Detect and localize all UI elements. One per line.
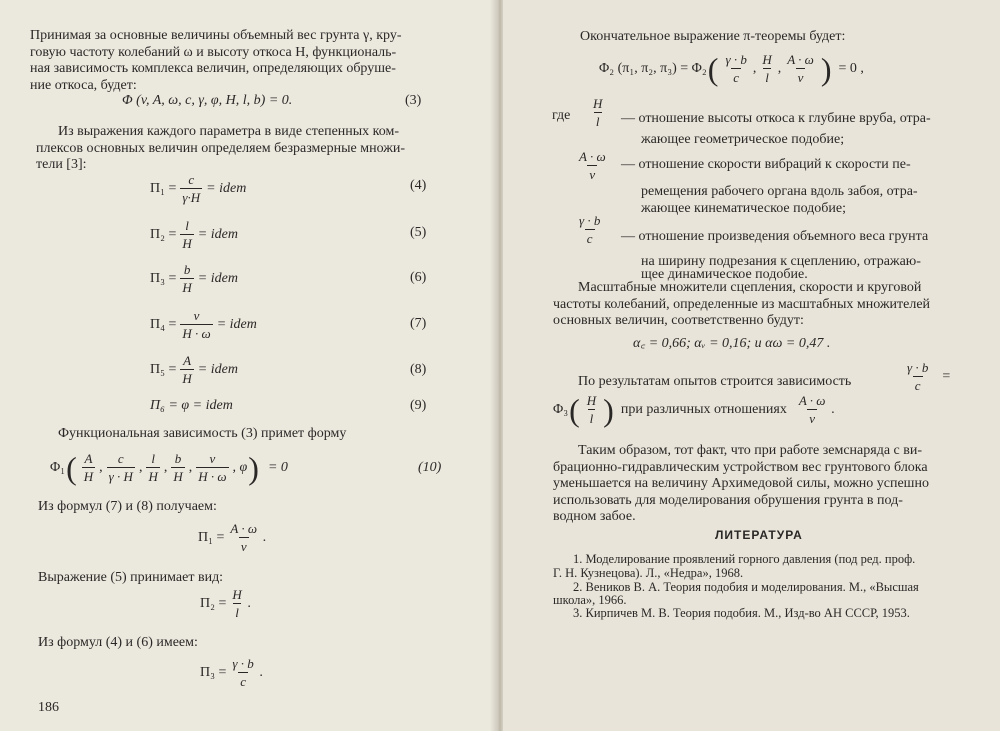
denominator: l [595,114,600,129]
numerator: l [185,218,189,233]
numerator: γ · b [725,52,747,67]
numerator: γ · b [907,360,929,375]
fraction [82,451,95,484]
fraction [230,656,255,689]
text-line: на ширину подрезания к сцеплению, отражаю- [641,254,921,269]
fraction [760,52,773,85]
numerator: b [174,451,182,466]
text-line: По результатам опытов строится зависимость [578,374,852,389]
equation-number: (4) [410,178,427,193]
equation-lhs: Π₄ = [150,316,177,332]
reference-line: 3. Кирпичев М. В. Теория подобия. М., Изд-во АН СССР, 1953. [573,606,910,620]
text-segment: при различных отношениях [620,401,787,417]
period: . [831,401,835,417]
reference-line: Г. Н. Кузнецова). Л., «Недра», 1968. [553,566,744,580]
text-line: тели [3]: [36,157,87,172]
equation-lhs: Φ₁ [50,459,66,475]
equation-number: (3) [405,93,422,108]
text-line: — отношение произведения объемного веса грунта [621,229,929,244]
equals-sign: = [942,368,951,384]
definition-fraction [587,96,608,129]
numerator: c [188,172,195,187]
comma: , [99,459,103,475]
numerator: l [151,451,155,466]
numerator: v [193,308,200,323]
numerator: v [209,451,216,466]
equation-rhs: = idem [206,180,247,196]
text-line: Из формул (7) и (8) получаем: [38,499,217,514]
equation-pi2 [200,587,251,620]
text-line: Из формул (4) и (6) имеем: [38,635,198,650]
denominator: H [173,469,183,484]
numerator: H [593,96,603,111]
denominator: c [733,70,740,85]
equation-rhs: = idem [197,226,238,242]
period: . [247,595,252,611]
definition-fraction [573,149,612,182]
fraction [228,521,259,554]
denominator: γ·H [182,190,201,205]
equation-3 [122,93,292,109]
fraction [230,587,243,620]
numerator: A · ω [787,52,814,67]
equation-number: (7) [410,316,427,331]
equation-number: (6) [410,270,427,285]
fraction [585,393,598,426]
denominator: c [914,378,921,393]
paren-close: ) [248,449,259,486]
fraction [180,172,202,205]
page-number: 186 [38,700,59,715]
text-line: основных величин, соответственно будут: [553,313,804,328]
paren-open: ( [66,449,77,486]
denominator: c [586,231,593,246]
text-line: ная зависимость комплекса величин, определяющих обруше- [30,61,396,76]
definition-fraction [573,213,606,246]
multipliers-paragraph [36,124,448,174]
left-page [0,0,497,731]
fraction [591,96,604,129]
equation-rhs: = 0 [267,459,288,475]
numerator: H [586,393,597,408]
text-line: ние откоса, будет: [30,77,137,93]
fraction [723,52,748,85]
alpha-values [633,333,830,352]
fraction [785,52,816,85]
numerator: γ · b [232,656,254,671]
fraction [107,451,135,484]
equation-9 [150,398,233,414]
text-line: щее динамическое подобие. [641,267,808,282]
equation-lhs: Φ₃ [553,401,569,417]
equation-number: (5) [410,225,427,240]
period: . [259,664,264,680]
equation-pi1 [198,521,267,554]
equation-rhs: = idem [197,270,238,286]
period: . [263,529,267,545]
text-line: ремещения рабочего органа вдоль забоя, отра- [641,184,918,199]
denominator: l [589,411,594,426]
paren-open: ( [707,50,719,87]
equation-number: (8) [410,362,427,377]
denominator: H [83,469,94,484]
equation-4 [150,172,246,205]
denominator: v [809,411,816,426]
conclusion-paragraph [553,443,966,526]
denominator: l [765,70,769,85]
text-line: — отношение скорости вибраций к скорости пе- [621,157,911,172]
equation-7 [150,308,257,341]
equation-expression: Φ (v, A, ω, c, γ, φ, H, l, b) = 0. [122,93,293,108]
comma: , [752,60,757,76]
text-line: плексов основных величин определяем безразмерные множи- [36,140,406,156]
right-page [503,0,1000,731]
comma: , [138,459,143,475]
fraction [171,451,184,484]
paren-close: ) [820,50,832,87]
reference-line: 2. Веников В. А. Теория подобия и моделирования. М., «Высшая [573,580,919,594]
denominator: H [182,280,192,295]
text-line: жающее кинематическое подобие; [641,201,847,216]
equation-lhs: Π₂ = [150,226,177,242]
denominator: v [797,70,804,85]
intro-paragraph [30,28,442,94]
equation-phi3 [553,393,835,426]
fraction [905,360,930,393]
text-line: Масштабные множители сцепления, скорости и круговой [578,280,922,295]
comma: , [188,459,193,475]
numerator: b [183,262,191,277]
fraction [180,308,212,341]
text-line: Окончательное выражение π-теоремы будет: [580,29,846,44]
text-line: Принимая за основные величины объемный вес грунта γ, кру- [30,28,402,43]
equation-tail: , φ [232,459,248,475]
text-line: Из выражения каждого параметра в виде степенных ком- [58,124,400,139]
paren-close: ) [603,391,614,428]
denominator: v [240,539,247,554]
equation-lhs: Π₅ = [150,361,177,377]
text-line: использовать для моделирования обрушения грунта в под- [553,492,903,508]
numerator: A [84,451,93,466]
equation-expression: Π₆ = φ = idem [150,398,233,413]
text-line: Функциональная зависимость (3) примет форму [58,426,347,441]
text-line: Таким образом, тот факт, что при работе земснаряда с ви- [578,443,923,458]
equation-number: (10) [418,460,442,475]
text-line: водном забое. [553,509,636,524]
numerator: A [183,353,192,368]
equation-number: (9) [410,398,427,413]
comma: , [777,60,782,76]
comma: , [163,459,168,475]
fraction [577,149,608,182]
equation-10 [50,451,288,484]
numerator: H [762,52,772,67]
equation-phi2 [599,52,864,85]
denominator: H · ω [182,326,211,341]
equation-5 [150,218,238,251]
fraction [577,213,602,246]
numerator: c [117,451,124,466]
numerator: A · ω [798,393,826,408]
equation-rhs: = 0 , [838,60,864,76]
denominator: v [589,167,596,182]
denominator: c [240,674,246,689]
text-line: — отношение высоты откоса к глубине вруба, отра- [621,111,931,126]
reference-line: школа», 1966. [553,593,627,607]
equation-lhs: Π₂ = [200,595,227,611]
scale-paragraph [553,280,963,330]
equation-lhs: Φ₂ (π₁, π₂, π₃) = Φ₂ [599,60,707,76]
literature-heading: ЛИТЕРАТУРА [715,528,803,542]
equation-rhs: = idem [197,361,238,377]
equation-8 [150,353,238,386]
text-line: где [552,108,571,123]
fraction [146,451,159,484]
numerator: γ · b [579,213,601,228]
fraction [180,262,193,295]
fraction [196,451,228,484]
equation-lhs: Π₁ = [150,180,177,196]
denominator: γ · H [108,469,133,484]
denominator: H · ω [198,469,227,484]
fraction [180,218,193,251]
denominator: H [148,469,158,484]
numerator: A · ω [230,521,258,536]
denominator: l [235,605,239,620]
text-line: говую частоту колебаний ω и высоту откоса H, функциональ- [30,44,397,60]
equation-pi3 [200,656,263,689]
text-line: Выражение (5) принимает вид: [38,570,224,585]
equation-6 [150,262,238,295]
results-fraction [901,360,950,393]
numerator: H [232,587,242,602]
text-line: жающее геометрическое подобие; [641,132,845,147]
numerator: A · ω [579,149,606,164]
fraction [797,393,828,426]
equation-lhs: Π₃ = [150,270,177,286]
fraction [180,353,193,386]
text-line: уменьшается на величину Архимедовой силы, можно успешно [553,476,929,491]
text-line: частоты колебаний, определенные из масштабных множителей [553,296,931,312]
denominator: H [182,236,192,251]
text-line: брационно-гидравлическим устройством вес грунтового блока [553,459,928,475]
reference-line: 1. Моделирование проявлений горного давления (под ред. проф. [573,552,916,566]
equation-lhs: Π₃ = [200,664,227,680]
equation-lhs: Π₁ = [198,529,225,545]
equation-rhs: = idem [216,316,257,332]
denominator: H [182,371,192,386]
paren-open: ( [569,391,580,428]
equation-expression: α꜀ = 0,66; αᵥ = 0,16; и αω = 0,47 . [633,336,831,351]
